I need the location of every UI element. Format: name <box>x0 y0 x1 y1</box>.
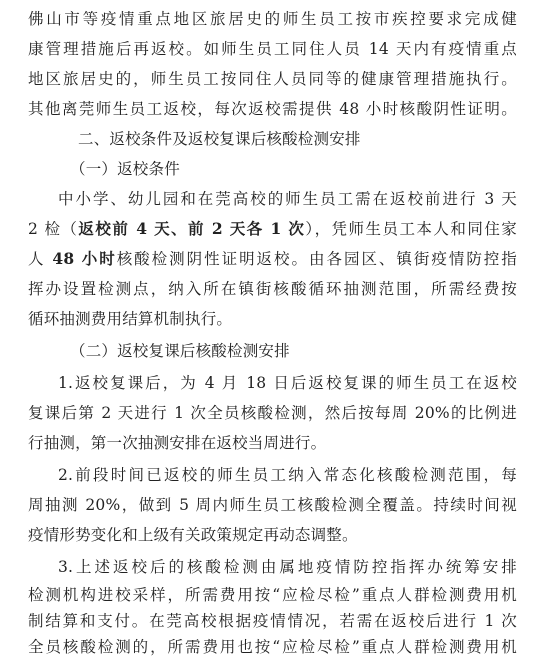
body-text-line: 行抽测，第一次抽测安排在返校当周进行。 <box>28 434 327 452</box>
bold-text-segment: 返校前 4 天、前 2 天各 1 次 <box>78 219 306 238</box>
body-text-line: 其他离莞师生员工返校，每次返校需提供 48 小时核酸阴性证明。 <box>28 100 517 118</box>
body-text-line: 地区旅居史的，师生员工按同住人员同等的健康管理措施执行。 <box>28 70 517 88</box>
body-text-line: 中小学、幼儿园和在莞高校的师生员工需在返校前进行 3 天 <box>58 190 517 208</box>
body-text-line: 检测机构进校采样，所需费用按“应检尽检”重点人群检测费用机 <box>28 586 517 604</box>
text-segment: 人 <box>28 250 53 268</box>
text-segment: 2 检（ <box>28 220 79 238</box>
body-text-line: 3.上述返校后的核酸检测由属地疫情防控指挥办统筹安排 <box>58 558 517 576</box>
body-text-line: 佛山市等疫情重点地区旅居史的师生员工按市疾控要求完成健 <box>28 10 517 28</box>
bold-text-segment: 48 小时 <box>52 249 117 268</box>
body-text-line <box>28 244 517 274</box>
text-segment: ），凭师生员工本人和同住家 <box>305 220 517 238</box>
body-text-line: 挥办设置检测点，纳入所在镇街核酸循环抽测范围，所需经费按 <box>28 280 517 298</box>
subsection-heading: （二）返校复课后核酸检测安排 <box>70 342 290 360</box>
body-text-line: 疫情形势变化和上级有关政策规定再动态调整。 <box>28 526 358 544</box>
body-text-line: 复课后第 2 天进行 1 次全员核酸检测，然后按每周 20%的比例进 <box>28 404 517 422</box>
body-text-line: 全员核酸检测的，所需费用也按“应检尽检”重点人群检测费用机 <box>28 638 517 656</box>
body-text-line: 制结算和支付。在莞高校根据疫情情况，若需在返校后进行 1 次 <box>28 612 517 630</box>
body-text-line: 2.前段时间已返校的师生员工纳入常态化核酸检测范围，每 <box>58 466 517 484</box>
body-text-line: 康管理措施后再返校。如师生员工同住人员 14 天内有疫情重点 <box>28 40 517 58</box>
body-text-line: 1.返校复课后，为 4 月 18 日后返校复课的师生员工在返校 <box>58 374 517 392</box>
text-segment: 核酸检测阴性证明返校。由各园区、镇街疫情防控指 <box>116 250 517 268</box>
subsection-heading: （一）返校条件 <box>70 160 180 178</box>
body-text-line: 循环抽测费用结算机制执行。 <box>28 310 233 328</box>
body-text-line: 周抽测 20%，做到 5 周内师生员工核酸检测全覆盖。持续时间视 <box>28 496 517 514</box>
body-text-line <box>28 214 517 244</box>
section-heading: 二、返校条件及返校复课后核酸检测安排 <box>78 130 361 148</box>
